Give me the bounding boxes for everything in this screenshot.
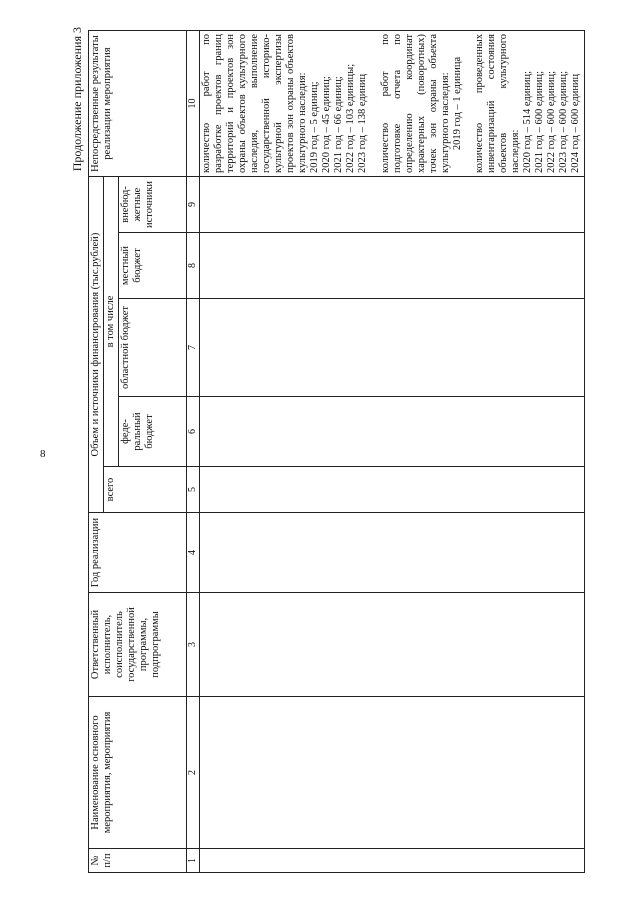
col-num-1: 1: [187, 848, 200, 872]
col-num-9: 9: [187, 176, 200, 232]
page-number: 8: [40, 448, 46, 460]
col-num-5: 5: [187, 466, 200, 512]
header-executor: Ответственный исполнитель, соисполнитель государственной программы, подпрограммы: [89, 592, 187, 696]
result-block-1-line: 2021 год – 66 единиц;: [333, 75, 345, 173]
appendix-caption: Продолжение приложения 3: [70, 26, 84, 171]
result-block-3-line: 2024 год – 600 единиц: [570, 73, 582, 173]
result-block-1-text: количество работ по разработке проектов границ территорий и проектов зон охраны объектов культурного наследия, выполнение государственной историко-культурной экспертизы проектов зон охраны объектов культурного наследия:: [200, 33, 309, 173]
header-name: Наименование основного мероприятия, мероприятия: [89, 696, 187, 848]
col-num-8: 8: [187, 232, 200, 298]
col-num-2: 2: [187, 696, 200, 848]
result-block-1-line: 2022 год – 103 единицы;: [345, 63, 357, 173]
result-block-3-line: 2020 год – 514 единиц;: [522, 70, 534, 173]
result-block-3-line: 2021 год – 600 единиц;: [534, 70, 546, 173]
result-block-1-line: 2023 год – 138 единиц: [357, 73, 369, 173]
header-num: № п/п: [89, 848, 187, 872]
header-results: Непосредственные результаты реализации мероприятия: [89, 30, 187, 176]
header-total: всего: [104, 466, 187, 512]
header-local: местный бюджет: [119, 232, 187, 298]
result-block-1-line: 2019 год – 5 единиц;: [309, 80, 321, 173]
rotated-page: [50, 23, 590, 883]
table-row: [199, 30, 584, 872]
col-num-7: 7: [187, 298, 200, 396]
header-incl: в том числе: [104, 176, 119, 466]
results-cell: [199, 30, 584, 176]
result-block-1-line: 2020 год – 45 единиц;: [321, 75, 333, 173]
col-num-6: 6: [187, 396, 200, 466]
result-block-3-line: 2023 год – 600 единиц;: [558, 70, 570, 173]
header-funding: Объем и источники финансирования (тыс.рублей): [89, 176, 104, 512]
program-table: [88, 30, 585, 873]
col-num-3: 3: [187, 592, 200, 696]
header-extra: внебюд-жетные источники: [119, 176, 187, 232]
header-regional: областной бюджет: [119, 298, 187, 396]
result-block-2-text: количество работ по подготовке отчета по определению координат характерных (поворотных) точек зон охраны объекта культурного наследия:: [379, 33, 451, 173]
result-block-3-line: 2022 год – 600 единиц;: [546, 70, 558, 173]
col-num-4: 4: [187, 512, 200, 592]
header-federal: феде-ральный бюджет: [119, 396, 187, 466]
result-block-3-text: количество проведенных инвентаризаций состояния объектов культурного наследия:: [473, 33, 522, 173]
result-block-2-line: 2019 год – 1 единица: [451, 56, 463, 150]
column-number-row: [187, 30, 200, 872]
col-num-10: 10: [187, 30, 200, 176]
header-year: Год реализации: [89, 512, 187, 592]
